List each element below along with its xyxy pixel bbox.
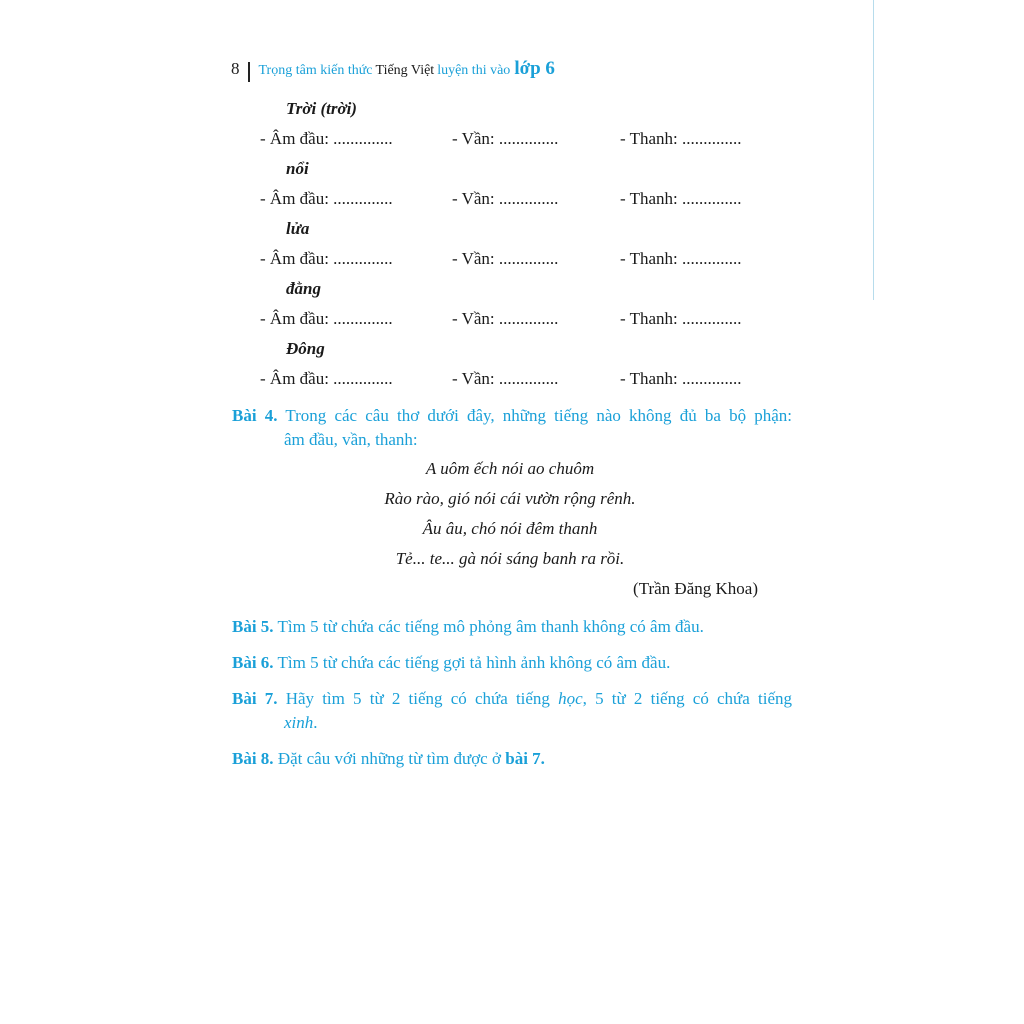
analysis-word-1: Trời (trời) [286, 99, 357, 118]
analysis-word-4: đằng [286, 279, 321, 298]
exercise-6-text: Tìm 5 từ chứa các tiếng gợi tả hình ảnh không có âm đầu. [277, 653, 671, 672]
analysis-word-3: lửa [286, 219, 310, 238]
exercise-6-label: Bài 6. [232, 653, 274, 672]
exercise-7-word-b: xinh [284, 713, 314, 732]
poem-line-2: Rào rào, gió nói cái vườn rộng rênh. [384, 489, 636, 508]
header-title-part3: luyện thi vào [437, 63, 511, 78]
poem-line-3: Âu âu, chó nói đêm thanh [422, 519, 598, 538]
analysis-word-5: Đông [286, 339, 325, 358]
exercise-4 [232, 404, 792, 452]
exercise-5-text: Tìm 5 từ chứa các tiếng mô phỏng âm thanh không có âm đầu. [277, 617, 704, 636]
initial-blank: - Âm đầu: .............. [260, 189, 393, 208]
exercise-8-label: Bài 8. [232, 749, 274, 768]
tone-blank: - Thanh: .............. [620, 309, 742, 328]
header-title-part1: Trọng tâm kiến thức [258, 63, 373, 78]
header-separator [248, 62, 250, 82]
initial-blank: - Âm đầu: .............. [260, 249, 393, 268]
tone-blank: - Thanh: .............. [620, 189, 742, 208]
rhyme-blank: - Vần: .............. [452, 369, 559, 388]
initial-blank: - Âm đầu: .............. [260, 369, 393, 388]
page-edge-line [873, 0, 874, 300]
rhyme-blank: - Vần: .............. [452, 309, 559, 328]
exercise-7 [232, 687, 792, 735]
exercise-8-ref: bài 7. [505, 749, 545, 768]
poem-line-4: Tẻ... te... gà nói sáng banh ra rồi. [395, 549, 625, 568]
exercise-5-label: Bài 5. [232, 617, 274, 636]
exercise-7-word-a: học [558, 689, 583, 708]
exercise-6 [232, 651, 792, 675]
exercise-7-text-a: Hãy tìm 5 từ 2 tiếng có chứa tiếng [285, 689, 550, 708]
exercise-4-text-line2: âm đầu, vần, thanh: [284, 430, 418, 449]
rhyme-blank: - Vần: .............. [452, 249, 559, 268]
analysis-word-2: nổi [286, 159, 309, 178]
exercise-4-text-line1: Trong các câu thơ dưới đây, những tiếng nào không đủ ba bộ phận: [285, 406, 792, 425]
poem-author: (Trần Đăng Khoa) [633, 579, 758, 598]
tone-blank: - Thanh: .............. [620, 369, 742, 388]
header-grade: lớp 6 [514, 58, 555, 79]
header-title-part2: Tiếng Việt [375, 63, 435, 78]
tone-blank: - Thanh: .............. [620, 129, 742, 148]
poem-line-1: A uôm ếch nói ao chuôm [425, 459, 595, 478]
tone-blank: - Thanh: .............. [620, 249, 742, 268]
rhyme-blank: - Vần: .............. [452, 189, 559, 208]
rhyme-blank: - Vần: .............. [452, 129, 559, 148]
exercise-4-label: Bài 4. [232, 406, 278, 425]
exercise-7-text-c: . [313, 713, 318, 732]
initial-blank: - Âm đầu: .............. [260, 129, 393, 148]
exercise-8-text: Đặt câu với những từ tìm được ở [277, 749, 501, 768]
exercise-7-label: Bài 7. [232, 689, 278, 708]
page-number: 8 [231, 59, 240, 78]
exercise-8 [232, 747, 792, 771]
page-header [231, 58, 555, 86]
initial-blank: - Âm đầu: .............. [260, 309, 393, 328]
exercise-7-text-b: , 5 từ 2 tiếng có chứa tiếng [582, 689, 792, 708]
exercise-5 [232, 615, 792, 639]
